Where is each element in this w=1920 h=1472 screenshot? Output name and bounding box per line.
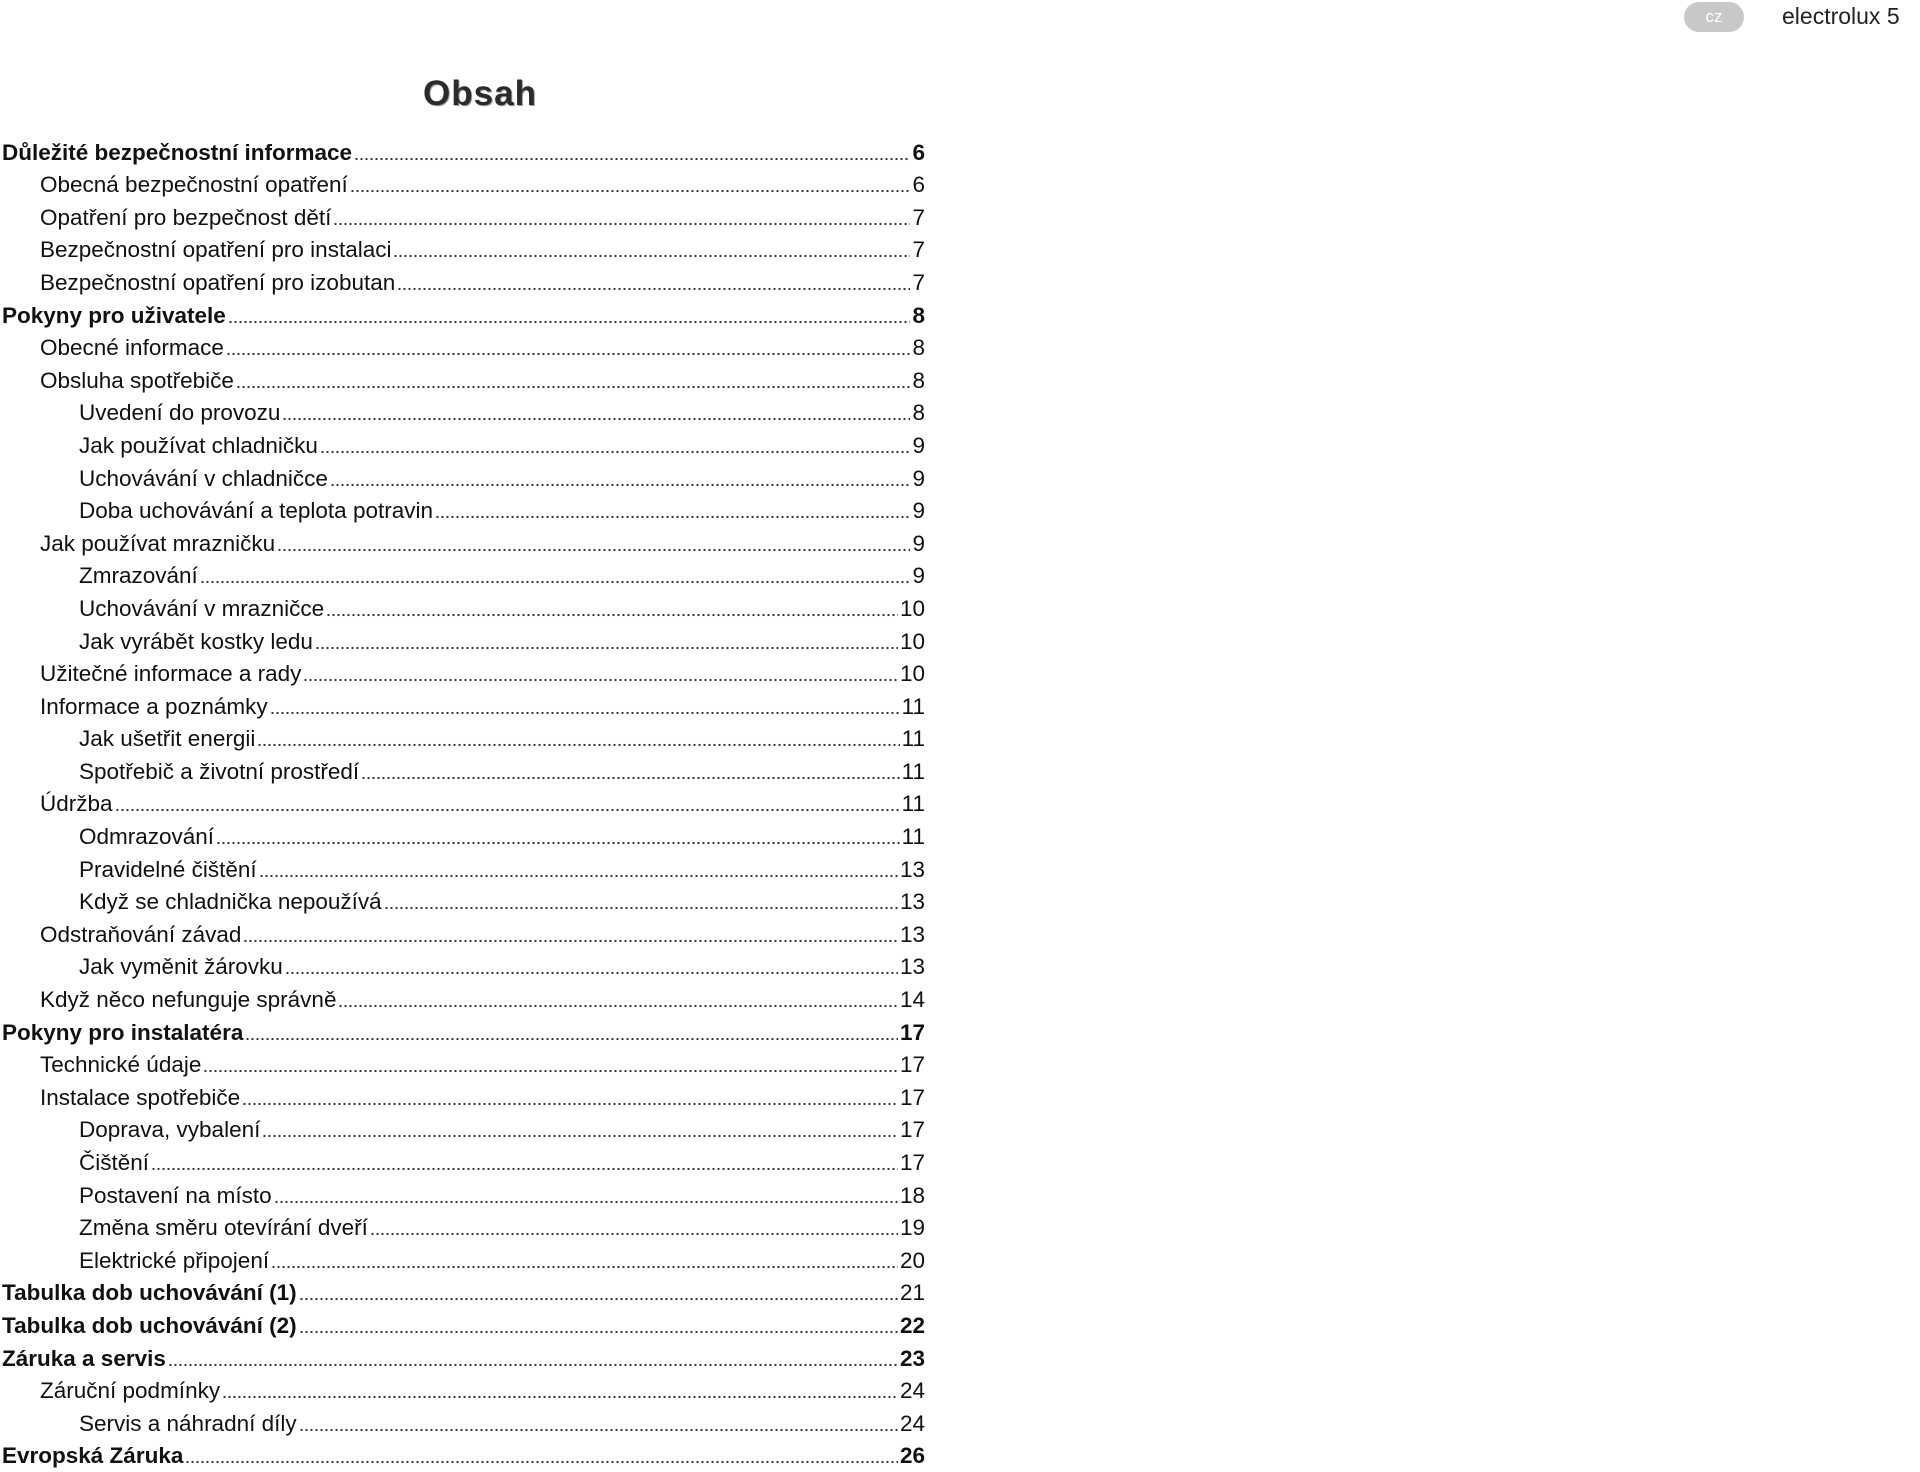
dot-leader <box>354 157 910 161</box>
toc-entry[interactable] <box>0 1307 925 1340</box>
toc-entry-page: 18 <box>899 1182 925 1208</box>
toc-entry-page: 8 <box>912 335 925 361</box>
dot-leader <box>242 1102 898 1106</box>
toc-entry-label: Informace a poznámky <box>40 693 268 719</box>
toc-entry-page: 7 <box>912 269 925 295</box>
toc-entry-label: Opatření pro bezpečnost dětí <box>40 204 332 230</box>
toc-entry-page: 17 <box>899 1052 925 1078</box>
toc-entry[interactable] <box>0 656 925 689</box>
dot-leader <box>285 971 898 975</box>
dot-leader <box>397 287 910 291</box>
dot-leader <box>315 646 898 650</box>
toc-entry[interactable] <box>0 949 925 982</box>
toc-entry[interactable] <box>0 688 925 721</box>
toc-entry[interactable] <box>0 199 925 232</box>
dot-leader <box>168 1363 898 1367</box>
toc-entry-label: Instalace spotřebiče <box>40 1084 241 1110</box>
toc-entry[interactable] <box>0 623 925 656</box>
toc-entry[interactable] <box>0 1210 925 1243</box>
toc-entry-page: 21 <box>899 1280 925 1306</box>
toc-entry-label: Elektrické připojení <box>79 1247 270 1273</box>
dot-leader <box>185 1460 898 1464</box>
toc-entry[interactable] <box>0 264 925 297</box>
toc-entry-page: 17 <box>899 1150 925 1175</box>
toc-entry-page: 14 <box>899 987 925 1013</box>
toc-entry[interactable] <box>0 590 925 623</box>
toc-entry-label: Bezpečnostní opatření pro instalaci <box>40 237 392 263</box>
toc-entry-page: 17 <box>899 1084 925 1110</box>
toc-entry-label: Doba uchovávání a teplota potravin <box>79 498 433 524</box>
toc-entry-label: Čištění <box>79 1150 150 1175</box>
toc-entry-page: 11 <box>901 693 925 719</box>
toc-entry[interactable] <box>0 1079 925 1112</box>
toc-entry[interactable] <box>0 753 925 786</box>
toc-entry-label: Tabulka dob uchovávání (1) <box>2 1280 297 1306</box>
dot-leader <box>330 483 911 487</box>
toc-entry[interactable] <box>0 1373 925 1406</box>
toc-entry[interactable] <box>0 1047 925 1080</box>
toc-entry-page: 10 <box>899 595 925 621</box>
toc-entry-label: Jak vyměnit žárovku <box>79 954 283 980</box>
dot-leader <box>384 906 898 910</box>
toc-entry-page: 11 <box>901 791 925 817</box>
toc-entry[interactable] <box>0 558 925 591</box>
toc-entry-page: 13 <box>899 954 925 980</box>
toc-entry-label: Obecné informace <box>40 335 224 361</box>
dot-leader <box>271 1265 898 1269</box>
toc-entry[interactable] <box>0 1112 925 1145</box>
toc-entry-label: Jak používat chladničku <box>79 432 318 458</box>
toc-entry[interactable] <box>0 884 925 917</box>
toc-entry-label: Obecná bezpečnostní opatření <box>40 172 348 198</box>
dot-leader <box>222 1395 898 1399</box>
toc-entry[interactable] <box>0 851 925 884</box>
dot-leader <box>226 352 911 356</box>
dot-leader <box>270 711 900 715</box>
toc-entry[interactable] <box>0 1275 925 1308</box>
toc-entry-label: Záruka a servis <box>2 1345 166 1371</box>
dot-leader <box>262 1134 898 1138</box>
toc-entry-page: 24 <box>899 1410 925 1436</box>
toc-entry-label: Když něco nefunguje správně <box>40 987 337 1013</box>
toc-entry-label: Uvedení do provozu <box>79 400 281 426</box>
toc-entry-label: Jak ušetřit energii <box>79 726 256 752</box>
toc-entry[interactable] <box>0 362 925 395</box>
toc-entry[interactable] <box>0 330 925 363</box>
toc-entry[interactable] <box>0 1242 925 1275</box>
language-badge: cz <box>1684 2 1744 32</box>
toc-entry-page: 9 <box>912 465 925 491</box>
toc-entry-page: 8 <box>912 367 925 393</box>
toc-entry-label: Když se chladnička nepoužívá <box>79 889 382 915</box>
toc-entry-label: Doprava, vybalení <box>79 1117 261 1143</box>
dot-leader <box>299 1297 898 1301</box>
toc-entry-label: Uchovávání v chladničce <box>79 465 328 491</box>
dot-leader <box>115 808 900 812</box>
toc-entry[interactable] <box>0 721 925 754</box>
dot-leader <box>338 1004 898 1008</box>
dot-leader <box>259 874 898 878</box>
toc-entry-label: Obsluha spotřebiče <box>40 367 234 393</box>
dot-leader <box>257 743 899 747</box>
toc-entry-page: 7 <box>912 204 925 230</box>
dot-leader <box>361 776 900 780</box>
dot-leader <box>245 1037 898 1041</box>
dot-leader <box>228 320 911 324</box>
dot-leader <box>370 1232 898 1236</box>
toc-entry-page: 7 <box>912 237 925 263</box>
brand-page-number: electrolux 5 <box>1782 3 1900 29</box>
toc-entry[interactable] <box>0 134 925 167</box>
toc-entry[interactable] <box>0 1177 925 1210</box>
dot-leader <box>393 254 910 258</box>
toc-entry-page: 9 <box>912 498 925 524</box>
toc-entry[interactable] <box>0 460 925 493</box>
toc-entry-page: 11 <box>901 758 925 784</box>
dot-leader <box>151 1167 898 1171</box>
toc-entry[interactable] <box>0 981 925 1014</box>
toc-entry[interactable] <box>0 1340 925 1373</box>
toc-entry-page: 8 <box>912 400 925 426</box>
toc-entry[interactable] <box>0 232 925 265</box>
toc-entry[interactable] <box>0 297 925 330</box>
toc-entry-page: 13 <box>899 889 925 915</box>
toc-entry[interactable] <box>0 1405 925 1438</box>
toc-entry-page: 8 <box>912 302 925 328</box>
toc-entry[interactable] <box>0 525 925 558</box>
toc-entry-label: Odmrazování <box>79 824 215 850</box>
toc-entry[interactable] <box>0 786 925 819</box>
toc-entry-page: 6 <box>912 172 925 198</box>
toc-entry-label: Odstraňování závad <box>40 921 242 947</box>
toc-entry-label: Spotřebič a životní prostředí <box>79 758 360 784</box>
toc-entry-page: 20 <box>899 1247 925 1273</box>
toc-entry-label: Zmrazování <box>79 563 198 589</box>
dot-leader <box>435 515 910 519</box>
toc-entry[interactable] <box>0 916 925 949</box>
dot-leader <box>350 189 911 193</box>
toc-entry-label: Postavení na místo <box>79 1182 272 1208</box>
dot-leader <box>333 222 910 226</box>
toc-entry-page: 24 <box>899 1378 925 1404</box>
toc-entry-label: Servis a náhradní díly <box>79 1410 297 1436</box>
toc-entry-page: 17 <box>899 1117 925 1143</box>
dot-leader <box>299 1428 898 1432</box>
toc-entry-label: Evropská Záruka <box>2 1443 184 1469</box>
toc-entry-page: 26 <box>899 1443 925 1469</box>
toc-entry-page: 17 <box>899 1019 925 1045</box>
toc-entry[interactable] <box>0 1438 925 1471</box>
dot-leader <box>243 939 898 943</box>
toc-entry-page: 9 <box>912 530 925 556</box>
page-title: Obsah <box>423 74 537 113</box>
dot-leader <box>299 1330 898 1334</box>
toc-entry-page: 11 <box>901 824 925 850</box>
toc-entry[interactable] <box>0 1144 925 1177</box>
toc-entry-page: 23 <box>899 1345 925 1371</box>
toc-entry-label: Důležité bezpečnostní informace <box>2 139 353 165</box>
toc-entry-page: 22 <box>899 1312 925 1338</box>
toc-entry-label: Změna směru otevírání dveří <box>79 1215 368 1241</box>
toc-entry-page: 6 <box>912 139 925 165</box>
toc-entry-label: Jak používat mrazničku <box>40 530 276 556</box>
toc-entry-label: Bezpečnostní opatření pro izobutan <box>40 269 396 295</box>
dot-leader <box>282 417 910 421</box>
toc-entry-page: 11 <box>901 726 925 752</box>
dot-leader <box>277 548 910 552</box>
toc-entry-label: Užitečné informace a rady <box>40 661 302 687</box>
dot-leader <box>203 1069 898 1073</box>
toc-entry-label: Záruční podmínky <box>40 1378 221 1404</box>
toc-entry-page: 9 <box>912 563 925 589</box>
toc-entry-label: Jak vyrábět kostky ledu <box>79 628 313 654</box>
toc-entry-label: Pravidelné čištění <box>79 856 257 882</box>
toc-entry[interactable] <box>0 395 925 428</box>
toc-entry-label: Uchovávání v mrazničce <box>79 595 325 621</box>
table-of-contents <box>0 134 925 1470</box>
dot-leader <box>216 841 900 845</box>
toc-entry-page: 19 <box>899 1215 925 1241</box>
toc-entry-label: Tabulka dob uchovávání (2) <box>2 1312 297 1338</box>
toc-entry-page: 10 <box>899 661 925 687</box>
toc-entry[interactable] <box>0 427 925 460</box>
toc-entry-label: Pokyny pro instalatéra <box>2 1019 244 1045</box>
dot-leader <box>274 1200 898 1204</box>
toc-entry-label: Technické údaje <box>40 1052 202 1078</box>
toc-entry-page: 13 <box>899 856 925 882</box>
toc-entry[interactable] <box>0 167 925 200</box>
toc-entry-page: 9 <box>912 432 925 458</box>
toc-entry[interactable] <box>0 493 925 526</box>
toc-entry-label: Údržba <box>40 791 113 817</box>
dot-leader <box>303 678 898 682</box>
dot-leader <box>200 580 911 584</box>
dot-leader <box>326 613 898 617</box>
toc-entry-page: 13 <box>899 921 925 947</box>
toc-entry-label: Pokyny pro uživatele <box>2 302 226 328</box>
dot-leader <box>236 385 911 389</box>
toc-entry-page: 10 <box>899 628 925 654</box>
toc-entry[interactable] <box>0 818 925 851</box>
toc-entry[interactable] <box>0 1014 925 1047</box>
dot-leader <box>320 450 911 454</box>
